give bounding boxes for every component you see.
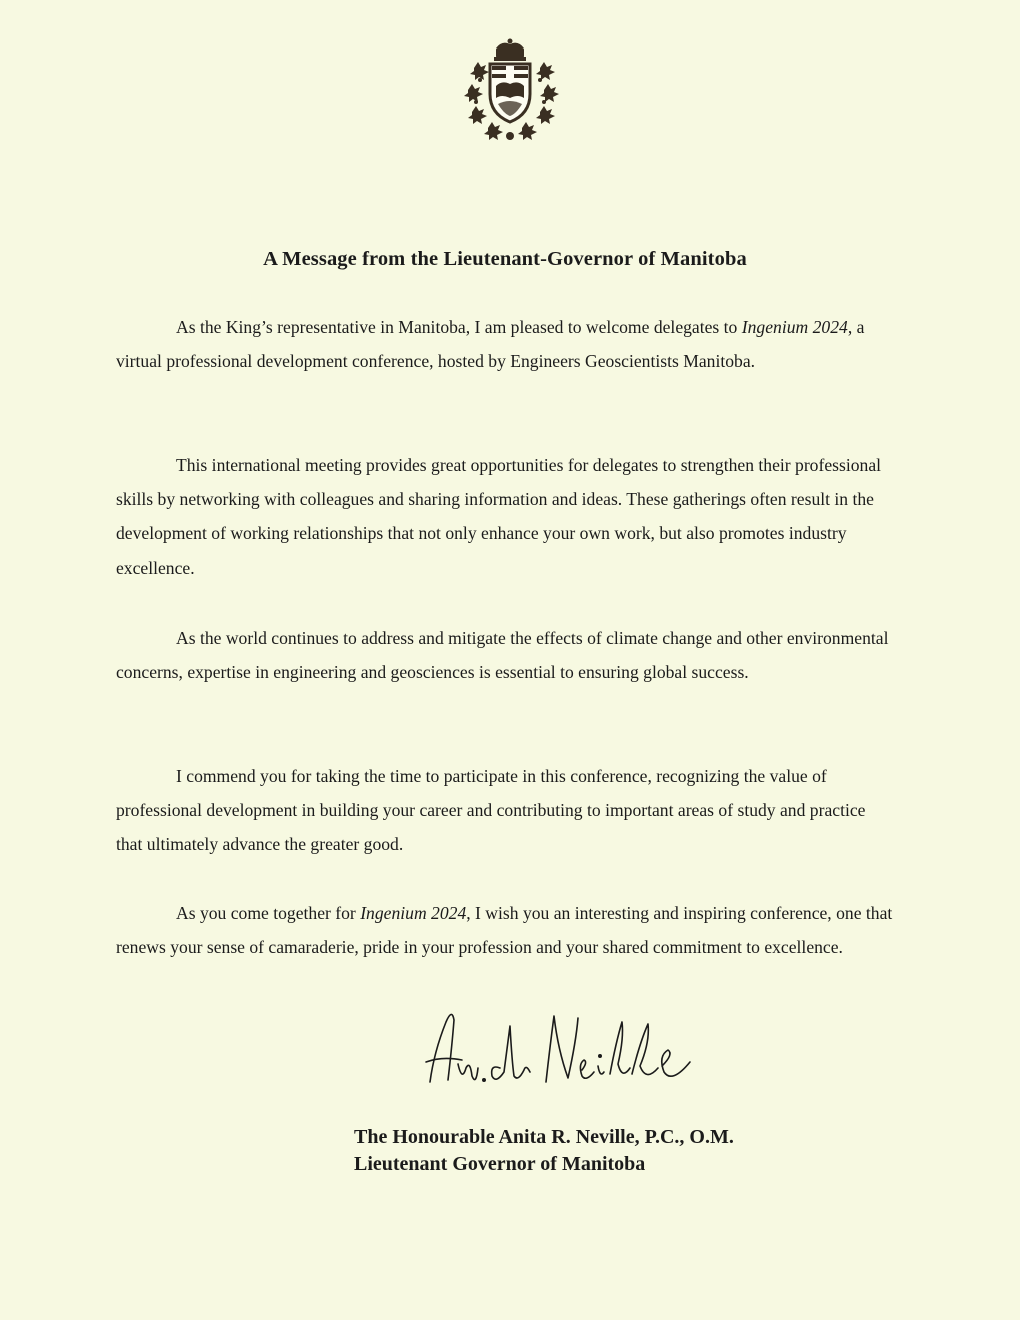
signatory-name: The Honourable Anita R. Neville, P.C., O.M. <box>354 1126 734 1148</box>
signature-image <box>418 1002 708 1102</box>
paragraph-3: As the world continues to address and mitigate the effects of climate change and other environmental concerns, expertise in engineering and geosciences is essential to ensuring global success. <box>116 628 889 683</box>
paragraph-1-italic: Ingenium 2024 <box>741 317 848 337</box>
signatory-title: Lieutenant Governor of Manitoba <box>354 1153 646 1175</box>
letter-title: A Message from the Lieutenant-Governor of Manitoba <box>263 248 747 270</box>
crest-icon <box>458 38 562 144</box>
paragraph-5-before: As you come together for <box>176 903 361 923</box>
paragraph-4: I commend you for taking the time to participate in this conference, recognizing the value of professional development in building your career and contributing to important areas of study and practice that ultimately advance the greater good. <box>116 766 866 855</box>
paragraph-5-after: , I wish you an interesting and inspiring conference, one that renews your sense of camaraderie, pride in your profession and your shared commitment to excellence. <box>116 903 893 958</box>
paragraph-5-italic: Ingenium 2024 <box>360 903 467 923</box>
paragraph-1 <box>116 310 896 378</box>
paragraph-5 <box>116 896 896 964</box>
paragraph-1-before: As the King’s representative in Manitoba, I am pleased to welcome delegates to <box>176 317 742 337</box>
paragraph-1-after: , a virtual professional development conference, hosted by Engineers Geoscientists Manitoba. <box>116 317 865 372</box>
paragraph-2: This international meeting provides great opportunities for delegates to strengthen their professional skills by networking with colleagues and sharing information and ideas. These gatherings often result in the development of working relationships that not only enhance your own work, but also promotes industry excellence. <box>116 455 882 578</box>
